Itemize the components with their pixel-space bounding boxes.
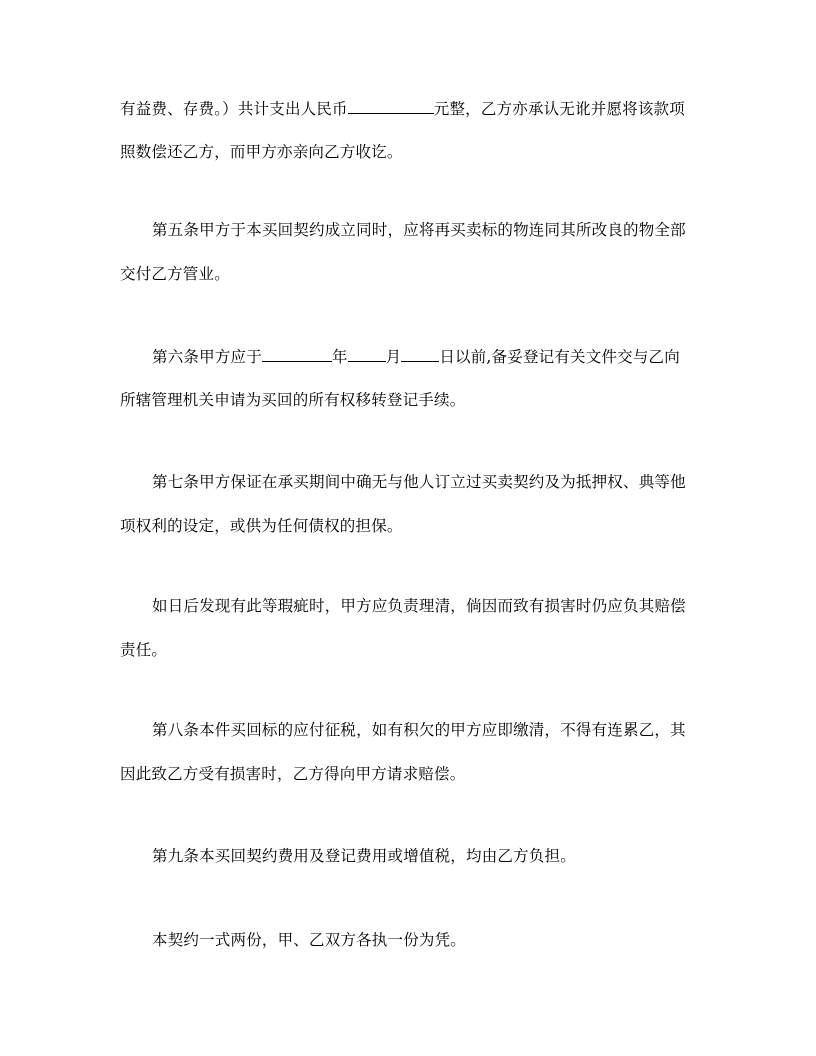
clause4-line1 <box>120 98 700 119</box>
clause7b-line1: 如日后发现有此等瑕疵时，甲方应负责理清，倘因而致有损害时仍应负其赔偿 <box>152 597 686 615</box>
clause4-text-b: 元整，乙方亦承认无讹并愿将该款项 <box>433 100 685 118</box>
clause6-text-b: 日以前,备妥登记有关文件交与乙向 <box>439 348 680 366</box>
day-blank <box>401 346 439 362</box>
clause5-line2: 交付乙方管业。 <box>120 265 230 283</box>
amount-blank <box>348 98 434 114</box>
clause8-line2: 因此致乙方受有损害时，乙方得向甲方请求赔偿。 <box>120 765 466 783</box>
clause7-line2: 项权利的设定，或供为任何债权的担保。 <box>120 517 403 535</box>
year-blank <box>262 346 332 362</box>
closing-line1: 本契约一式两份，甲、乙双方各执一份为凭。 <box>152 931 467 949</box>
clause9-line1: 第九条本买回契约费用及登记费用或增值税，均由乙方负担。 <box>152 847 576 865</box>
clause4-text-a: 有益费、存费。）共计支出人民币 <box>120 100 348 118</box>
clause5-line1: 第五条甲方于本买回契约成立同时，应将再买卖标的物连同其所改良的物全部 <box>152 221 686 239</box>
clause6-text-a: 第六条甲方应于 <box>152 348 262 366</box>
month-label: 月 <box>385 348 402 366</box>
clause6-line2: 所辖管理机关申请为买回的所有权移转登记手续。 <box>120 391 466 409</box>
clause6-line1 <box>152 346 700 367</box>
clause8-line1: 第八条本件买回标的应付征税，如有积欠的甲方应即缴清，不得有连累乙，其 <box>152 721 686 739</box>
clause7b-line2: 责任。 <box>120 641 168 659</box>
month-blank <box>348 346 386 362</box>
year-label: 年 <box>331 348 348 366</box>
clause4-line2: 照数偿还乙方，而甲方亦亲向乙方收讫。 <box>120 143 403 161</box>
clause7-line1: 第七条甲方保证在承买期间中确无与他人订立过买卖契约及为抵押权、典等他 <box>152 473 686 491</box>
